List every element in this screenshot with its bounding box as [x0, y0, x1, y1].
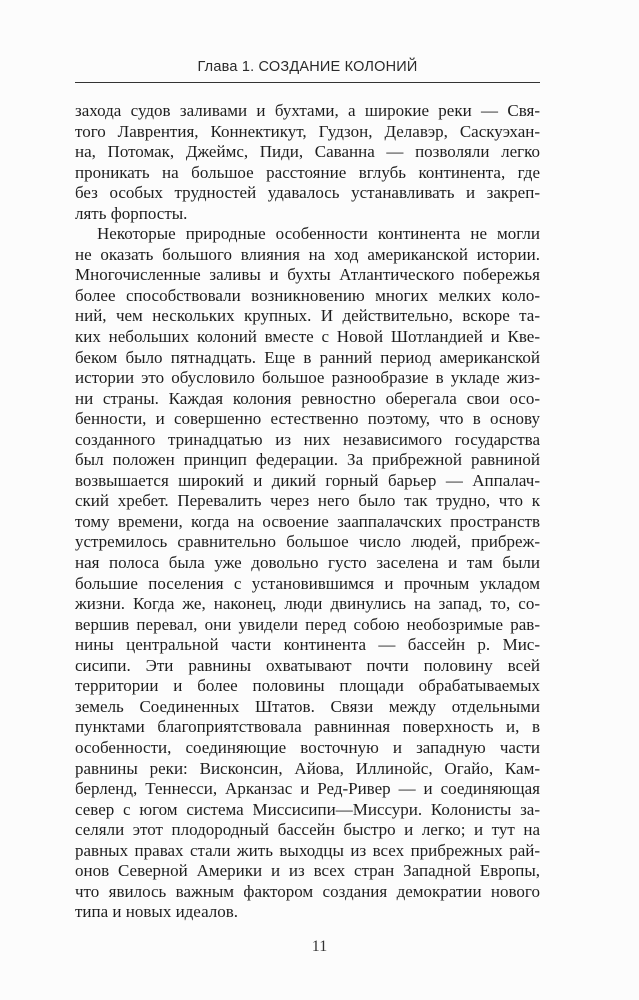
text-line: жизни. Когда же, наконец, люди двинулись на запад, то, со-: [75, 594, 540, 614]
text-line: равнины реки: Висконсин, Айова, Иллинойс, Огайо, Кам-: [75, 758, 540, 778]
text-line: устремилось сравнительно большое число людей, прибреж-: [75, 532, 540, 552]
text-line: возвышается широкий и дикий горный барьер — Аппалач-: [75, 470, 540, 490]
header-rule: [75, 82, 540, 83]
text-line: истории это обусловило большое разнообразие в укладе жиз-: [75, 368, 540, 388]
text-line: ни страны. Каждая колония ревностно оберегала свои осо-: [75, 388, 540, 408]
text-line: селяли этот плодородный бассейн быстро и легко; и тут на: [75, 820, 540, 840]
text-line: созданного тринадцатью из них независимого государства: [75, 429, 540, 449]
text-line: проникать на большое расстояние вглубь континента, где: [75, 162, 540, 182]
text-line: захода судов заливами и бухтами, а широкие реки — Свя-: [75, 101, 540, 120]
text-line: особенности, соединяющие восточную и западную части: [75, 737, 540, 757]
text-line: не оказать большого влияния на ход американской истории.: [75, 244, 540, 264]
text-line: ский хребет. Перевалить через него было так трудно, что к: [75, 491, 540, 511]
text-line: равных правах стали жить выходцы из всех прибрежных рай-: [75, 840, 540, 860]
text-line: ная полоса была уже довольно густо заселена и там были: [75, 553, 540, 573]
text-line: беком было пятнадцать. Еще в ранний период американской: [75, 347, 540, 367]
text-line: Некоторые природные особенности континента не могли: [97, 224, 540, 244]
text-line: лять форпосты.: [75, 203, 188, 223]
text-line: типа и новых идеалов.: [75, 902, 239, 922]
text-line: ний, чем нескольких крупных. И действительно, вскоре та-: [75, 306, 540, 326]
text-line: онов Северной Америки и из всех стран Западной Европы,: [75, 861, 540, 881]
text-line: что явилось важным фактором создания демократии нового: [75, 881, 540, 901]
text-line: сисипи. Эти равнины охватывают почти половину всей: [75, 655, 540, 675]
text-line: земель Соединенных Штатов. Связи между отдельными: [75, 696, 540, 716]
text-line: более способствовали возникновению многих мелких коло-: [75, 285, 540, 305]
text-line: был положен принцип федерации. За прибрежной равниной: [75, 450, 540, 470]
text-line: бенности, и совершенно естественно поэтому, что в основу: [75, 409, 540, 429]
text-line: без особых трудностей удавалось устанавливать и закреп-: [75, 183, 540, 203]
text-line: тому времени, когда на освоение зааппалачских пространств: [75, 511, 540, 531]
text-line: Многочисленные заливы и бухты Атлантического побережья: [75, 265, 540, 285]
body-text: [75, 101, 540, 923]
running-header: Глава 1. СОЗДАНИЕ КОЛОНИЙ: [197, 59, 418, 75]
text-line: вершив перевал, они увидели перед собою необозримые рав-: [75, 614, 540, 634]
page-number: 11: [311, 938, 328, 955]
text-line: пунктами благоприятствовала равнинная поверхность и, в: [75, 717, 540, 737]
text-line: большие поселения с установившимся и прочным укладом: [75, 573, 540, 593]
text-line: территории и более половины площади обрабатываемых: [75, 676, 540, 696]
text-line: ких небольших колоний вместе с Новой Шотландией и Кве-: [75, 327, 540, 347]
text-line: берленд, Теннесси, Арканзас и Ред-Ривер — и соединяющая: [75, 779, 540, 799]
text-line: север с югом система Миссисипи—Миссури. Колонисты за-: [75, 799, 540, 819]
text-line: на, Потомак, Джеймс, Пиди, Саванна — позволяли легко: [75, 142, 540, 162]
text-line: нины центральной части континента — бассейн р. Мис-: [75, 635, 540, 655]
text-line: того Лаврентия, Коннектикут, Гудзон, Делавэр, Саскуэхан-: [75, 121, 540, 141]
